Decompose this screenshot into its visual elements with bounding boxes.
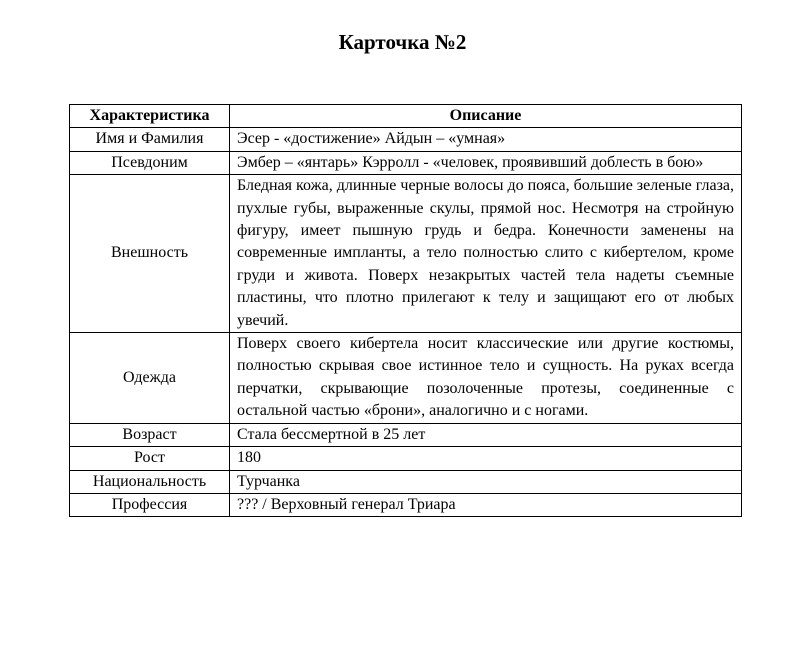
table-row — [70, 447, 742, 470]
row-label-age: Возраст — [70, 423, 230, 446]
table-row — [70, 151, 742, 174]
row-value-pseudonym: Эмбер – «янтарь» Кэрролл - «человек, проявивший доблесть в бою» — [230, 151, 742, 174]
row-value-age: Стала бессмертной в 25 лет — [230, 423, 742, 446]
character-card-table — [69, 104, 742, 517]
row-value-clothing: Поверх своего кибертела носит классические или другие костюмы, полностью скрывая свое истинное тело и сущность. На руках всегда перчатки, скрывающие позолоченные протезы, соединенные с остальной частью «брони», аналогично и с ногами. — [230, 333, 742, 424]
table-header-row — [70, 105, 742, 128]
row-value-height: 180 — [230, 447, 742, 470]
table-row — [70, 175, 742, 333]
row-value-appearance: Бледная кожа, длинные черные волосы до пояса, большие зеленые глаза, пухлые губы, выраженные скулы, прямой нос. Несмотря на стройную фигуру, имеет пышную грудь и бедра. Конечности заменены на современные импланты, а тело полностью слито с кибертелом, кроме груди и живота. Поверх незакрытых частей тела надеты съемные пластины, что плотно прилегают к телу и защищают его от любых увечий. — [230, 175, 742, 333]
row-label-profession: Профессия — [70, 493, 230, 516]
row-label-clothing: Одежда — [70, 333, 230, 424]
row-label-height: Рост — [70, 447, 230, 470]
row-label-appearance: Внешность — [70, 175, 230, 333]
table-row — [70, 470, 742, 493]
row-label-pseudonym: Псевдоним — [70, 151, 230, 174]
row-value-profession: ??? / Верховный генерал Триара — [230, 493, 742, 516]
table-row — [70, 493, 742, 516]
row-value-name: Эсер - «достижение» Айдын – «умная» — [230, 128, 742, 151]
header-characteristic: Характеристика — [70, 105, 230, 128]
document-title: Карточка №2 — [338, 30, 467, 54]
table-row — [70, 333, 742, 424]
row-value-nationality: Турчанка — [230, 470, 742, 493]
row-label-name: Имя и Фамилия — [70, 128, 230, 151]
table-row — [70, 423, 742, 446]
header-description: Описание — [230, 105, 742, 128]
table-row — [70, 128, 742, 151]
row-label-nationality: Национальность — [70, 470, 230, 493]
